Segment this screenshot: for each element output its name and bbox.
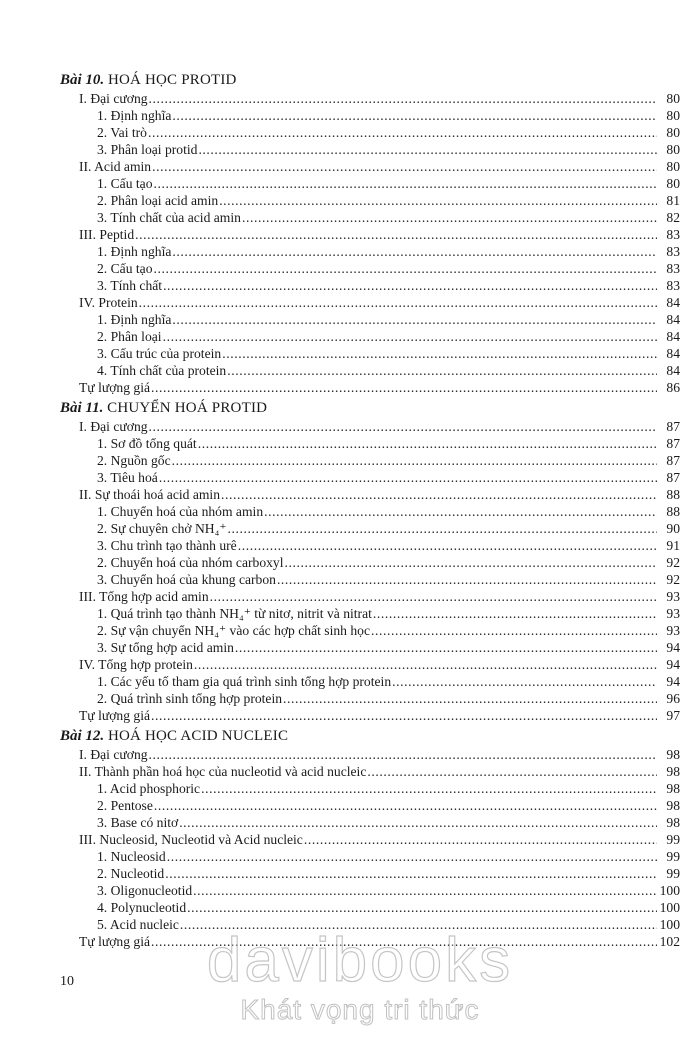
toc-entry bbox=[60, 848, 680, 865]
toc-entry bbox=[60, 345, 680, 362]
toc-entry-page: 87 bbox=[666, 419, 680, 434]
toc-entry-page: 83 bbox=[666, 227, 680, 242]
toc-entry bbox=[60, 831, 680, 848]
toc-entry bbox=[60, 814, 680, 831]
dot-leader bbox=[193, 882, 657, 899]
toc-entry-label: 2. Nguồn gốc bbox=[97, 453, 171, 468]
dot-leader bbox=[283, 690, 657, 707]
toc-entry-label: 4. Polynucleotid bbox=[97, 900, 187, 915]
dot-leader bbox=[235, 639, 657, 656]
dot-leader bbox=[277, 571, 657, 588]
toc-entry bbox=[60, 362, 680, 379]
toc-entry-label: IV. Protein bbox=[79, 295, 138, 310]
dot-leader bbox=[392, 673, 657, 690]
dot-leader bbox=[228, 520, 657, 537]
toc-entry bbox=[60, 226, 680, 243]
toc-entry bbox=[60, 107, 680, 124]
toc-entry-page: 82 bbox=[666, 210, 680, 225]
dot-leader bbox=[201, 780, 657, 797]
toc-entry bbox=[60, 486, 680, 503]
toc-entry-page: 80 bbox=[666, 176, 680, 191]
dot-leader bbox=[304, 831, 657, 848]
toc-entry-page: 98 bbox=[666, 781, 680, 796]
toc-entry-page: 98 bbox=[666, 815, 680, 830]
toc-entry-label: 3. Sự tổng hợp acid amin bbox=[97, 640, 234, 655]
toc-entry bbox=[60, 192, 680, 209]
dot-leader bbox=[222, 345, 657, 362]
toc-entry-page: 80 bbox=[666, 125, 680, 140]
dot-leader bbox=[227, 362, 657, 379]
chapter-name: HOÁ HỌC ACID NUCLEIC bbox=[107, 728, 289, 744]
toc-entry-page: 83 bbox=[666, 261, 680, 276]
toc-entry-page: 81 bbox=[666, 193, 680, 208]
dot-leader bbox=[139, 294, 657, 311]
toc-entry bbox=[60, 90, 680, 107]
toc-entry bbox=[60, 158, 680, 175]
dot-leader bbox=[135, 226, 657, 243]
toc-entry-label: 1. Quá trình tạo thành NH₄⁺ từ nitơ, nitrit và nitrat bbox=[97, 606, 372, 621]
toc-entry-label: 2. Quá trình sinh tổng hợp protein bbox=[97, 691, 283, 706]
toc-entry-label: 3. Cấu trúc của protein bbox=[97, 346, 222, 361]
toc-entry bbox=[60, 622, 680, 639]
toc-entry bbox=[60, 277, 680, 294]
toc-entry-label: 1. Định nghĩa bbox=[97, 312, 172, 327]
toc-entry bbox=[60, 933, 680, 950]
dot-leader bbox=[242, 209, 657, 226]
toc-entry bbox=[60, 882, 680, 899]
toc-entry bbox=[60, 588, 680, 605]
toc-entry-label: 1. Nucleosid bbox=[97, 849, 166, 864]
toc-entry bbox=[60, 707, 680, 724]
toc-entry-label: I. Đại cương bbox=[79, 747, 148, 762]
toc-entry bbox=[60, 503, 680, 520]
toc-entry-label: 1. Định nghĩa bbox=[97, 244, 172, 259]
toc-entry-label: 2. Phân loại bbox=[97, 329, 162, 344]
toc-entry-page: 100 bbox=[659, 917, 680, 932]
chapter-number: Bài 11. bbox=[60, 400, 104, 416]
toc-entry-page: 90 bbox=[666, 521, 680, 536]
toc-entry bbox=[60, 379, 680, 396]
watermark-slogan: Khát vọng tri thức bbox=[240, 994, 480, 1025]
toc-entry-page: 93 bbox=[666, 623, 680, 638]
toc-entry-label: 2. Chuyển hoá của nhóm carboxyl bbox=[97, 555, 284, 570]
toc-entry-label: 3. Base có nitơ bbox=[97, 815, 179, 830]
toc-entry bbox=[60, 780, 680, 797]
toc-entry-page: 93 bbox=[666, 606, 680, 621]
toc-entry-label: 3. Phân loại protid bbox=[97, 142, 198, 157]
toc-entry-page: 98 bbox=[666, 764, 680, 779]
toc-chapter bbox=[60, 71, 680, 396]
toc-entry bbox=[60, 537, 680, 554]
toc-entry-label: 1. Cấu tạo bbox=[97, 176, 153, 191]
dot-leader bbox=[194, 656, 657, 673]
chapter-number: Bài 10. bbox=[60, 72, 105, 88]
toc-entry bbox=[60, 124, 680, 141]
toc-entry-label: 4. Tính chất của protein bbox=[97, 363, 227, 378]
toc-entry bbox=[60, 311, 680, 328]
toc-entry-label: 2. Nucleotid bbox=[97, 866, 165, 881]
chapter-number: Bài 12. bbox=[60, 728, 105, 744]
toc-entry bbox=[60, 435, 680, 452]
toc-entry-page: 80 bbox=[666, 142, 680, 157]
dot-leader bbox=[165, 865, 657, 882]
dot-leader bbox=[210, 588, 657, 605]
toc-entry-label: Tự lượng giá bbox=[79, 708, 151, 723]
toc-entry bbox=[60, 294, 680, 311]
toc-entry-label: III. Nucleosid, Nucleotid và Acid nucleic bbox=[79, 832, 303, 847]
toc-entry-page: 100 bbox=[659, 883, 680, 898]
dot-leader bbox=[180, 916, 657, 933]
toc-entry-label: 5. Acid nucleic bbox=[97, 917, 179, 932]
toc-entry-page: 100 bbox=[659, 900, 680, 915]
toc-entry-page: 84 bbox=[666, 295, 680, 310]
toc-entry bbox=[60, 605, 680, 622]
toc-entry-page: 98 bbox=[666, 798, 680, 813]
watermark-brand-logo: davibooks bbox=[206, 926, 514, 995]
dot-leader bbox=[373, 605, 657, 622]
toc-entry bbox=[60, 554, 680, 571]
toc-chapter bbox=[60, 727, 680, 950]
dot-leader bbox=[149, 746, 657, 763]
toc-entry-label: 2. Vai trò bbox=[97, 125, 147, 140]
toc-entry bbox=[60, 209, 680, 226]
toc-entry-page: 94 bbox=[666, 674, 680, 689]
dot-leader bbox=[221, 486, 657, 503]
toc-entry-label: 3. Tiêu hoá bbox=[97, 470, 158, 485]
table-of-contents bbox=[60, 71, 680, 950]
toc-entry bbox=[60, 797, 680, 814]
toc-entry-page: 87 bbox=[666, 436, 680, 451]
toc-entry-label: Tự lượng giá bbox=[79, 934, 151, 949]
toc-entry bbox=[60, 865, 680, 882]
chapter-title bbox=[60, 727, 680, 746]
toc-entry-page: 88 bbox=[666, 504, 680, 519]
dot-leader bbox=[154, 797, 657, 814]
chapter-name: CHUYỂN HOÁ PROTID bbox=[107, 400, 268, 416]
toc-entry-page: 84 bbox=[666, 363, 680, 378]
toc-entry-label: 1. Định nghĩa bbox=[97, 108, 172, 123]
toc-entry-label: 2. Cấu tạo bbox=[97, 261, 153, 276]
toc-entry-page: 99 bbox=[666, 866, 680, 881]
toc-entry bbox=[60, 763, 680, 780]
toc-entry bbox=[60, 520, 680, 537]
chapter-title bbox=[60, 399, 680, 418]
toc-entry-label: I. Đại cương bbox=[79, 419, 148, 434]
toc-entry-page: 102 bbox=[659, 934, 680, 949]
toc-entry bbox=[60, 175, 680, 192]
toc-entry-label: I. Đại cương bbox=[79, 91, 148, 106]
toc-chapter bbox=[60, 399, 680, 724]
toc-entry-page: 84 bbox=[666, 346, 680, 361]
toc-entry-label: 3. Chu trình tạo thành urê bbox=[97, 538, 237, 553]
toc-entry bbox=[60, 690, 680, 707]
dot-leader bbox=[172, 107, 657, 124]
dot-leader bbox=[151, 379, 657, 396]
dot-leader bbox=[154, 175, 658, 192]
dot-leader bbox=[149, 90, 657, 107]
toc-entry-label: 3. Tính chất bbox=[97, 278, 163, 293]
toc-entry-label: 1. Sơ đồ tổng quát bbox=[97, 436, 197, 451]
toc-entry bbox=[60, 916, 680, 933]
dot-leader bbox=[163, 328, 657, 345]
toc-entry bbox=[60, 328, 680, 345]
dot-leader bbox=[151, 933, 657, 950]
toc-entry bbox=[60, 141, 680, 158]
toc-entry bbox=[60, 673, 680, 690]
chapter-title bbox=[60, 71, 680, 90]
toc-entry-label: III. Tổng hợp acid amin bbox=[79, 589, 209, 604]
toc-entry-page: 80 bbox=[666, 159, 680, 174]
toc-entry-page: 92 bbox=[666, 572, 680, 587]
dot-leader bbox=[198, 435, 657, 452]
toc-entry bbox=[60, 746, 680, 763]
dot-leader bbox=[154, 260, 658, 277]
toc-entry-page: 97 bbox=[666, 708, 680, 723]
dot-leader bbox=[172, 243, 657, 260]
toc-entry-label: II. Acid amin bbox=[79, 159, 152, 174]
dot-leader bbox=[187, 899, 657, 916]
toc-entry-page: 99 bbox=[666, 832, 680, 847]
toc-entry-page: 83 bbox=[666, 278, 680, 293]
dot-leader bbox=[238, 537, 657, 554]
toc-entry-page: 94 bbox=[666, 657, 680, 672]
toc-entry-label: 1. Chuyển hoá của nhóm amin bbox=[97, 504, 264, 519]
dot-leader bbox=[367, 763, 657, 780]
toc-entry-page: 80 bbox=[666, 91, 680, 106]
toc-entry-label: 2. Phân loại acid amin bbox=[97, 193, 219, 208]
dot-leader bbox=[179, 814, 657, 831]
toc-entry bbox=[60, 571, 680, 588]
toc-entry-page: 83 bbox=[666, 244, 680, 259]
page-number: 10 bbox=[60, 974, 74, 989]
toc-entry-page: 87 bbox=[666, 453, 680, 468]
toc-entry-page: 92 bbox=[666, 555, 680, 570]
toc-entry-page: 86 bbox=[666, 380, 680, 395]
toc-entry-page: 84 bbox=[666, 312, 680, 327]
toc-entry bbox=[60, 418, 680, 435]
dot-leader bbox=[172, 311, 657, 328]
dot-leader bbox=[172, 452, 657, 469]
toc-entry-label: 3. Tính chất của acid amin bbox=[97, 210, 241, 225]
toc-entry bbox=[60, 656, 680, 673]
toc-entry-page: 96 bbox=[666, 691, 680, 706]
toc-entry-label: III. Peptid bbox=[79, 227, 135, 242]
toc-entry-label: 2. Sự chuyên chở NH₄⁺ bbox=[97, 521, 227, 536]
dot-leader bbox=[152, 158, 657, 175]
toc-entry-page: 84 bbox=[666, 329, 680, 344]
dot-leader bbox=[159, 469, 657, 486]
toc-entry bbox=[60, 899, 680, 916]
toc-entry-page: 93 bbox=[666, 589, 680, 604]
toc-entry-page: 88 bbox=[666, 487, 680, 502]
toc-entry bbox=[60, 243, 680, 260]
dot-leader bbox=[371, 622, 657, 639]
dot-leader bbox=[163, 277, 657, 294]
toc-entry bbox=[60, 452, 680, 469]
dot-leader bbox=[285, 554, 658, 571]
toc-entry-label: Tự lượng giá bbox=[79, 380, 151, 395]
dot-leader bbox=[219, 192, 657, 209]
toc-entry-page: 80 bbox=[666, 108, 680, 123]
toc-entry-page: 99 bbox=[666, 849, 680, 864]
toc-entry-label: II. Thành phần hoá học của nucleotid và acid nucleic bbox=[79, 764, 367, 779]
toc-entry-page: 91 bbox=[666, 538, 680, 553]
dot-leader bbox=[167, 848, 657, 865]
dot-leader bbox=[148, 124, 657, 141]
toc-entry-label: 1. Acid phosphoric bbox=[97, 781, 201, 796]
dot-leader bbox=[151, 707, 657, 724]
toc-entry-label: 2. Pentose bbox=[97, 798, 153, 813]
toc-entry-page: 98 bbox=[666, 747, 680, 762]
toc-entry bbox=[60, 469, 680, 486]
chapter-name: HOÁ HỌC PROTID bbox=[107, 72, 237, 88]
toc-entry-label: 3. Oligonucleotid bbox=[97, 883, 193, 898]
toc-entry-label: II. Sự thoái hoá acid amin bbox=[79, 487, 221, 502]
toc-entry-page: 87 bbox=[666, 470, 680, 485]
toc-entry-label: 2. Sự vận chuyển NH₄⁺ vào các hợp chất sinh học bbox=[97, 623, 370, 638]
toc-entry bbox=[60, 639, 680, 656]
dot-leader bbox=[198, 141, 657, 158]
toc-entry-label: 1. Các yếu tố tham gia quá trình sinh tổng hợp protein bbox=[97, 674, 392, 689]
toc-entry-page: 94 bbox=[666, 640, 680, 655]
toc-entry-label: 3. Chuyển hoá của khung carbon bbox=[97, 572, 276, 587]
toc-entry-label: IV. Tổng hợp protein bbox=[79, 657, 193, 672]
dot-leader bbox=[149, 418, 657, 435]
toc-entry bbox=[60, 260, 680, 277]
dot-leader bbox=[264, 503, 657, 520]
